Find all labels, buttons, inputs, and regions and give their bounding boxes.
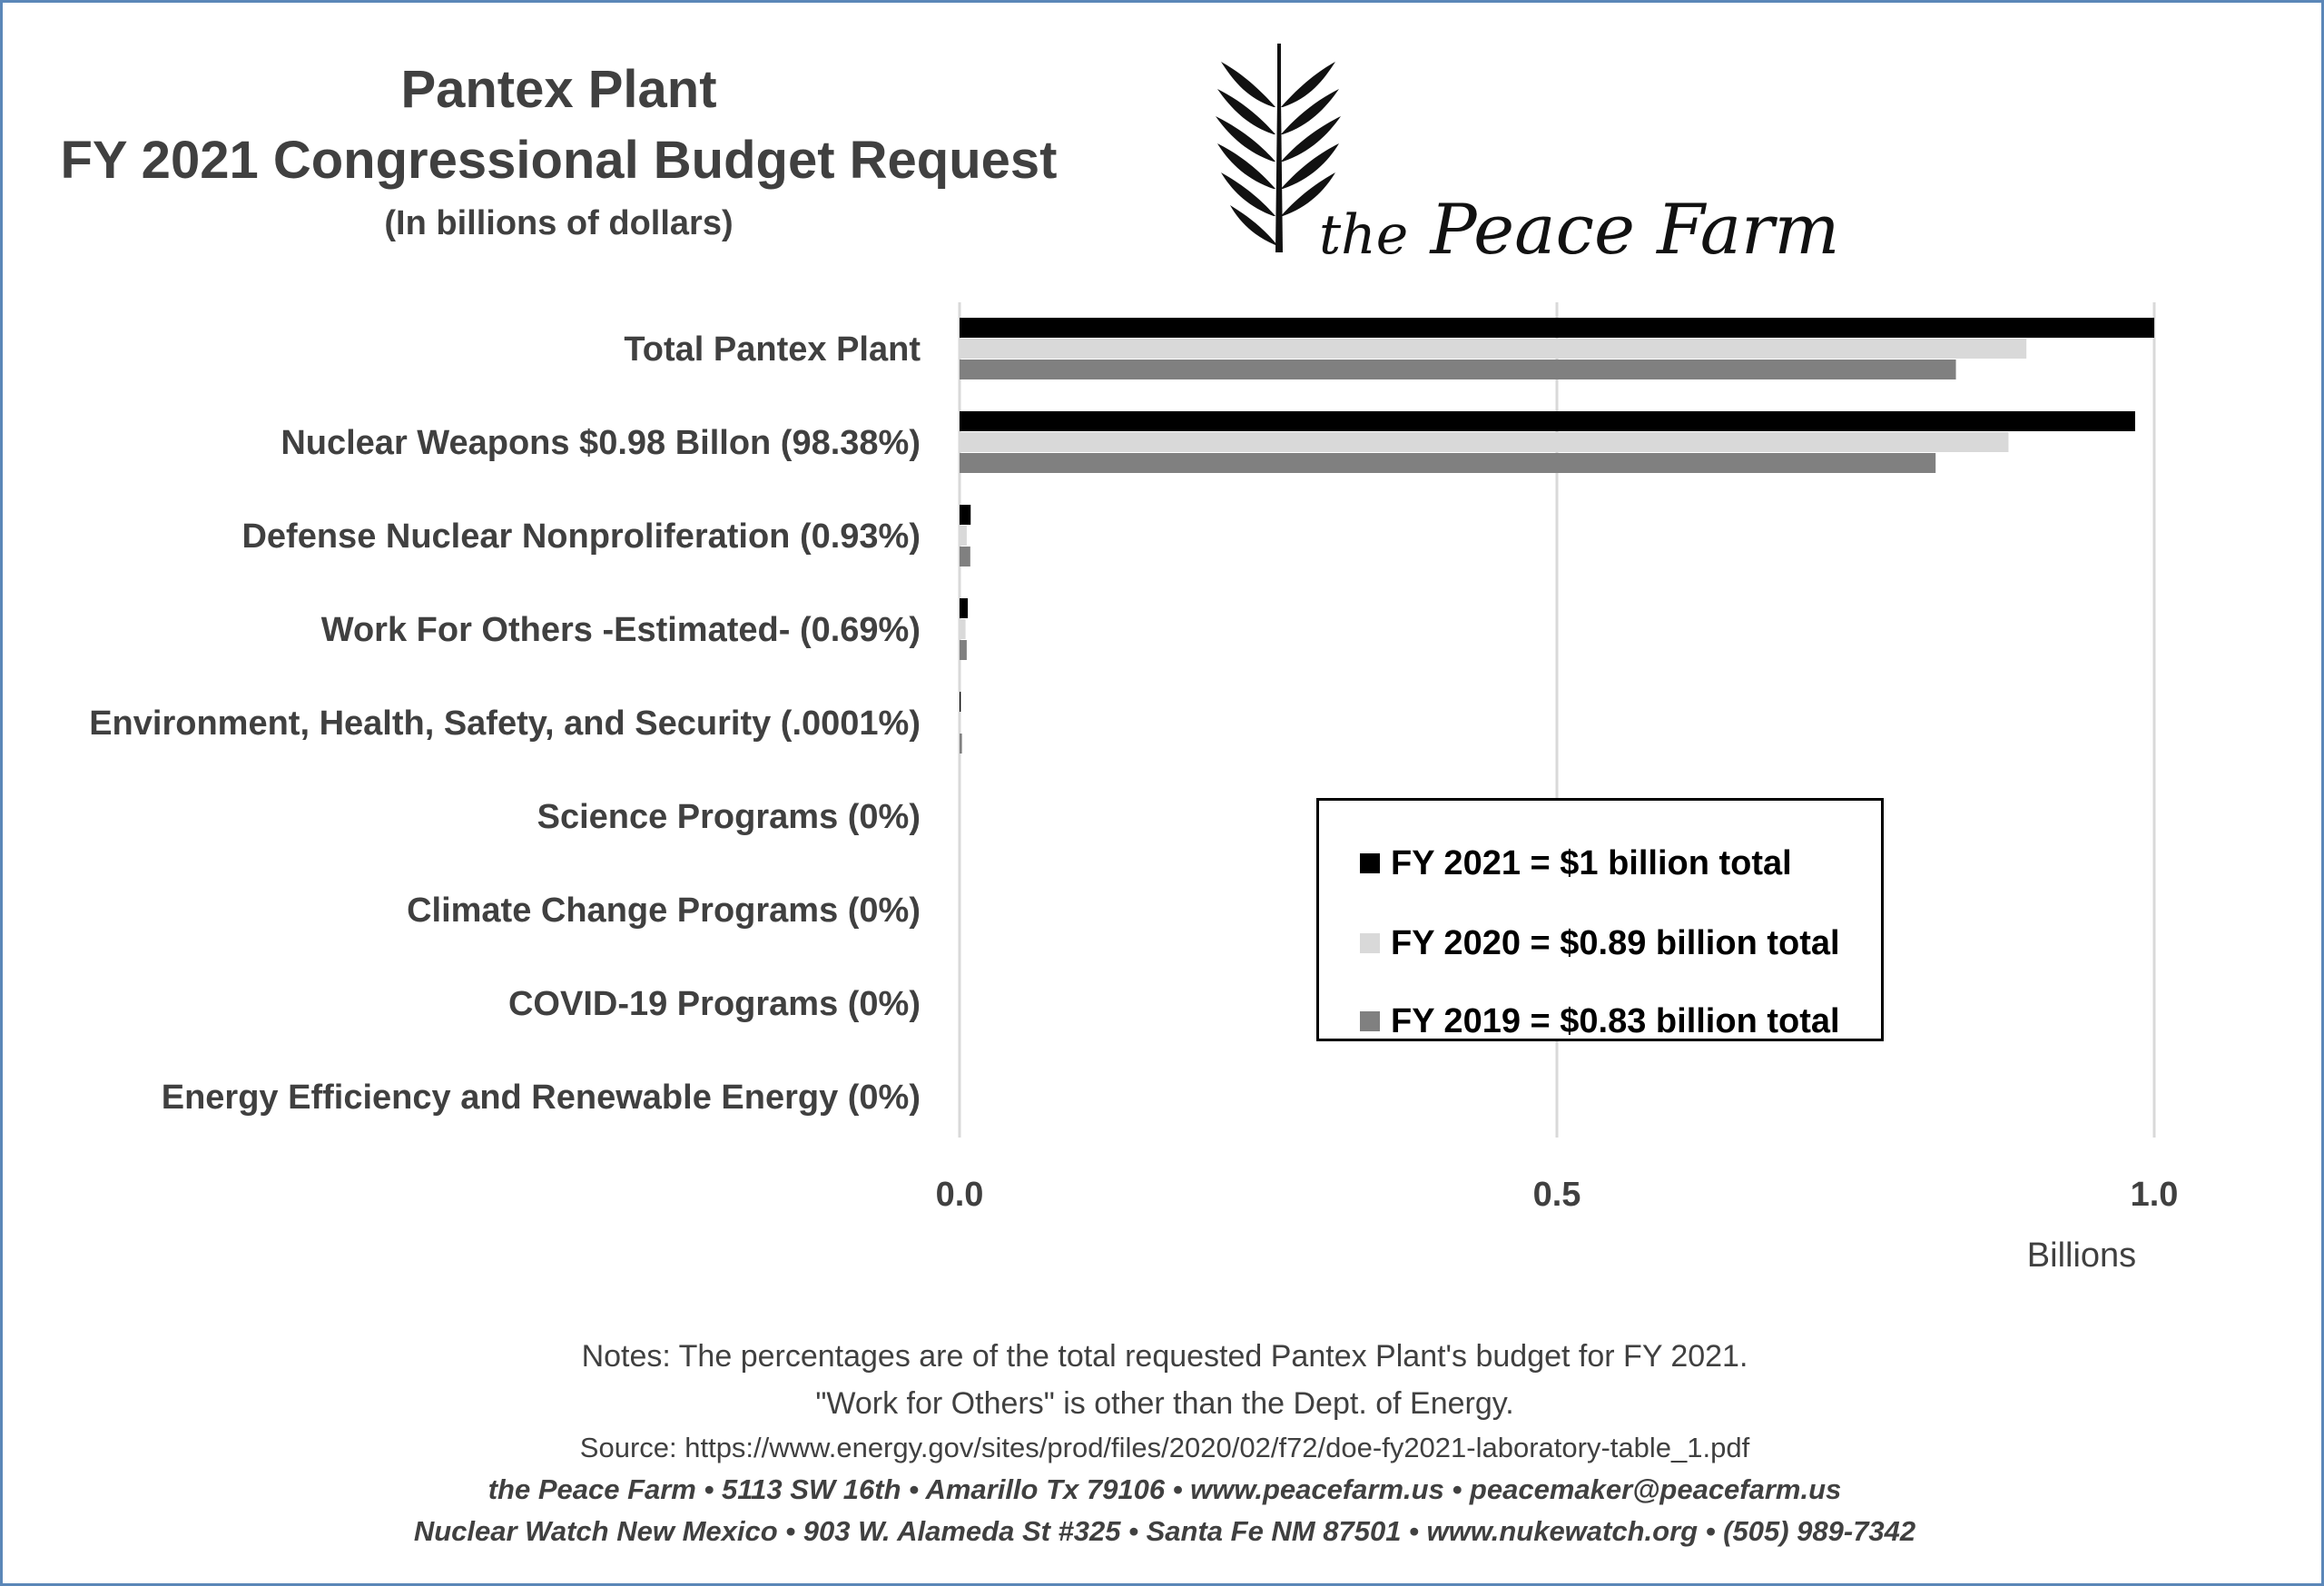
category-label-5: Science Programs (0%)	[537, 798, 921, 836]
note-work-for-others: "Work for Others" is other than the Dept. of Energy.	[815, 1386, 1514, 1421]
chart-title-line2: FY 2021 Congressional Budget Request	[60, 131, 1058, 190]
notes-block	[3, 1333, 2324, 1552]
x-tick-label-0: 0.0	[935, 1176, 984, 1214]
legend-swatch-fy2019	[1360, 1011, 1380, 1031]
bar-3-fy-2019	[960, 640, 967, 660]
contact-nukewatch: Nuclear Watch New Mexico • 903 W. Alameda St #325 • Santa Fe NM 87501 • www.nukewatch.org • (505) 989-7342	[413, 1515, 1916, 1547]
bar-1-fy-2021	[960, 411, 2135, 431]
category-label-8: Energy Efficiency and Renewable Energy (0%)	[161, 1079, 921, 1117]
legend-swatch-fy2021	[1360, 853, 1380, 873]
note-percentages: Notes: The percentages are of the total requested Pantex Plant's budget for FY 2021.	[581, 1339, 1748, 1374]
bar-2-fy-2020	[960, 526, 967, 546]
legend-item-fy2021	[1360, 841, 1792, 886]
category-label-2: Defense Nuclear Nonproliferation (0.93%)	[241, 517, 921, 556]
x-tick-label-1: 0.5	[1532, 1176, 1581, 1214]
category-labels	[89, 330, 921, 1117]
x-axis-label: Billions	[2026, 1236, 2137, 1275]
bar-0-fy-2019	[960, 360, 1956, 379]
bar-2-fy-2019	[960, 547, 970, 566]
bar-3-fy-2021	[960, 598, 968, 618]
bar-3-fy-2020	[960, 619, 966, 639]
x-tick-label-2: 1.0	[2130, 1176, 2179, 1214]
legend-label-fy2019: FY 2019 = $0.83 billion total	[1391, 1001, 1840, 1040]
bar-0-fy-2020	[960, 339, 2026, 359]
logo-the: the	[1319, 203, 1409, 267]
legend-swatch-fy2020	[1360, 933, 1380, 953]
category-label-0: Total Pantex Plant	[624, 330, 921, 369]
legend	[1316, 798, 1884, 1041]
category-label-6: Climate Change Programs (0%)	[407, 892, 921, 930]
bar-1-fy-2020	[960, 432, 2008, 452]
bar-0-fy-2021	[960, 318, 2154, 338]
x-tick-labels	[936, 1176, 2179, 1214]
category-label-4: Environment, Health, Safety, and Security (.0001%)	[89, 704, 921, 743]
bar-1-fy-2019	[960, 453, 1935, 473]
chart-title: Pantex Plant	[400, 60, 717, 119]
source-line: Source: https://www.energy.gov/sites/prod/files/2020/02/f72/doe-fy2021-laboratory-table_1.pdf	[579, 1432, 1750, 1463]
legend-label-fy2020: FY 2020 = $0.89 billion total	[1391, 923, 1840, 962]
legend-label-fy2021: FY 2021 = $1 billion total	[1391, 843, 1792, 882]
contact-peace-farm: the Peace Farm • 5113 SW 16th • Amarillo Tx 79106 • www.peacefarm.us • peacemaker@peacefarm.us	[487, 1473, 1842, 1505]
category-label-3: Work For Others -Estimated- (0.69%)	[320, 611, 921, 649]
bar-4-fy-2019	[960, 734, 962, 754]
category-label-1: Nuclear Weapons $0.98 Billon (98.38%)	[281, 424, 921, 462]
legend-item-fy2020	[1360, 921, 1840, 966]
legend-item-fy2019	[1360, 999, 1840, 1044]
logo-name: Peace Farm	[1430, 189, 1840, 270]
chart-subtitle: (In billions of dollars)	[384, 204, 734, 242]
bar-2-fy-2021	[960, 505, 970, 525]
category-label-7: COVID-19 Programs (0%)	[507, 985, 921, 1023]
